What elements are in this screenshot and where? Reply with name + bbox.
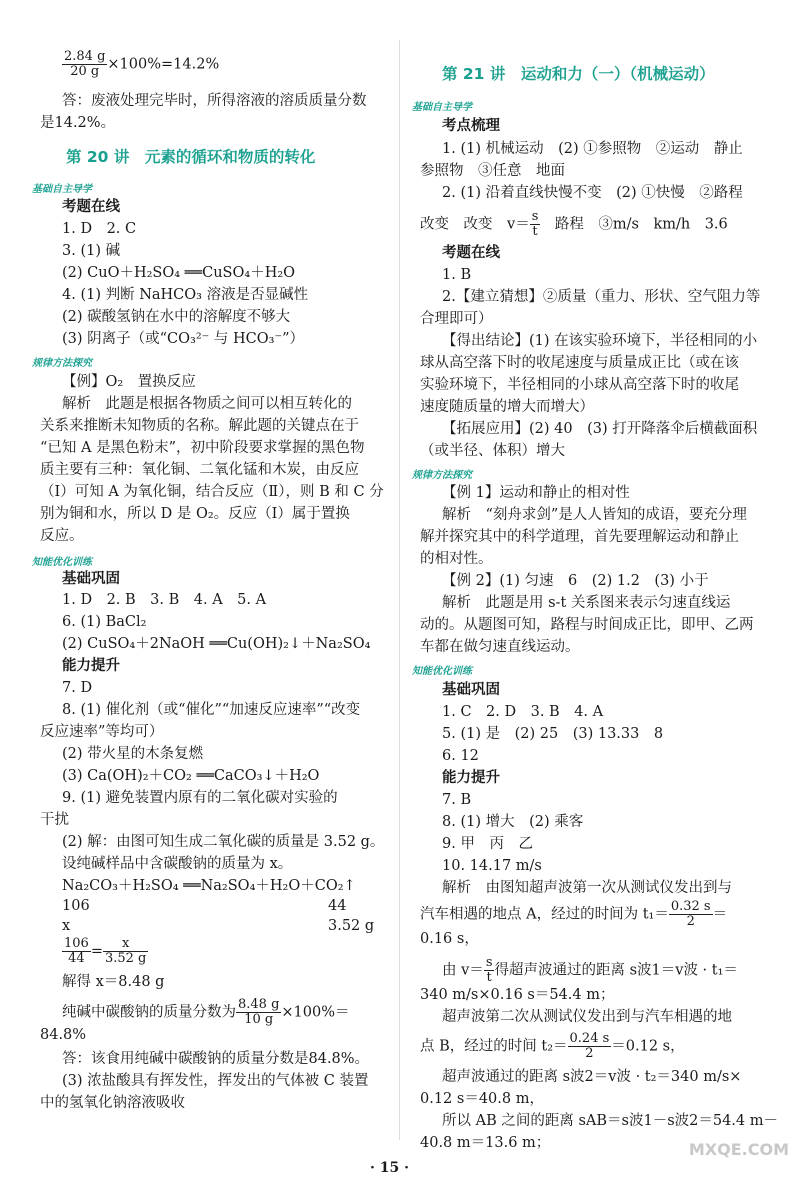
text-line: 别为铜和水，所以 D 是 O₂。反应（Ⅰ）属于置换 [40, 506, 350, 522]
text-line: 解并探究其中的科学道理，首先要理解运动和静止 [420, 529, 739, 545]
text-line: 车都在做匀速直线运动。 [420, 639, 580, 655]
subheading: 基础巩固 [62, 571, 120, 587]
numerator: s [485, 955, 493, 970]
text-line: 球从高空落下时的收尾速度与质量成正比（或在该 [420, 355, 739, 371]
denominator: 10 g [244, 1012, 274, 1027]
text: 路程 ③m/s km/h 3.6 [540, 216, 728, 233]
formula-line [420, 1032, 685, 1061]
page-number: · 15 · [370, 1160, 409, 1176]
text-line: 1. (1) 机械运动 (2) ①参照物 ②运动 静止 [442, 141, 743, 157]
text-line: 84.8% [40, 1027, 87, 1043]
text-line: 干扰 [40, 812, 69, 828]
text: 得超声波通过的距离 s波1＝v波 · t₁＝ [494, 962, 738, 979]
numerator: s [531, 209, 539, 224]
formula-line [442, 956, 738, 985]
text-line: 答：废液处理完毕时，所得溶液的溶质质量分数 [62, 93, 367, 109]
text-line: 7. D [62, 680, 93, 696]
text-line: 44 [328, 898, 347, 914]
text: 点 B，经过的时间 t₂＝ [420, 1038, 568, 1055]
text-line: 1. D 2. B 3. B 4. A 5. A [62, 592, 267, 608]
denominator: t [486, 970, 492, 985]
lesson-title: 第 21 讲 运动和力（一）（机械运动） [442, 65, 715, 83]
text-line: 3. (1) 碱 [62, 243, 121, 259]
text-line: 0.12 s＝40.8 m， [420, 1091, 544, 1107]
fraction [568, 1032, 612, 1061]
text-line: 0.16 s， [420, 931, 479, 947]
text-line: 合理即可） [420, 311, 493, 327]
subheading: 基础巩固 [442, 682, 500, 698]
text-line: 是14.2%。 [40, 115, 116, 131]
subheading: 考题在线 [442, 245, 500, 261]
text-line: 解析 “刻舟求剑”是人人皆知的成语，要充分理 [442, 507, 747, 523]
text-line: 反应。 [40, 528, 84, 544]
text-line: 1. B [442, 267, 472, 283]
denominator: t [532, 224, 538, 239]
text-line: (2) 解：由图可知生成二氧化碳的质量是 3.52 g。 [62, 834, 385, 850]
text-line: 超声波第二次从测试仪发出到与汽车相遇的地 [442, 1009, 732, 1025]
section-label: 基础自主导学 [32, 184, 92, 195]
text-line: 1. D 2. C [62, 221, 137, 237]
fraction [530, 210, 541, 239]
text-line: 9. (1) 避免装置内原有的二氧化碳对实验的 [62, 790, 338, 806]
numerator: 0.24 s [569, 1031, 610, 1046]
text-line: 所以 AB 之间的距离 sAB＝s波1－s波2＝54.4 m－ [442, 1113, 778, 1129]
text-line: 7. B [442, 792, 472, 808]
equals: = [90, 943, 103, 960]
text: 由 v＝ [442, 962, 484, 979]
text-line: 解析 此题是用 s-t 关系图来表示匀速直线运 [442, 595, 731, 611]
text-line: (3) Ca(OH)₂＋CO₂ ══CaCO₃↓＋H₂O [62, 768, 320, 784]
text: ＝0.12 s， [611, 1038, 685, 1055]
text-line: 9. 甲 丙 乙 [442, 836, 533, 852]
text-line: 8. (1) 催化剂（或“催化”“加速反应速率”“改变 [62, 702, 361, 718]
text-line: (2) 碳酸氢钠在水中的溶解度不够大 [62, 309, 291, 325]
text-line: (2) CuO＋H₂SO₄ ══CuSO₄＋H₂O [62, 265, 296, 281]
text: ＝ [712, 906, 728, 923]
fraction [103, 937, 148, 966]
fraction [62, 50, 107, 79]
denominator: 20 g [70, 64, 100, 79]
text-line: 106 [62, 898, 90, 914]
text-line: 中的氢氧化钠溶液吸收 [40, 1095, 185, 1111]
text-line: x [62, 918, 71, 934]
text-line: 超声波通过的距离 s波2＝v波 · t₂＝340 m/s× [442, 1069, 742, 1085]
proportion-line [62, 937, 148, 966]
text-line: 6. 12 [442, 748, 479, 764]
formula-line [420, 210, 728, 239]
text-line: 6. (1) BaCl₂ [62, 614, 147, 630]
text-line: 关系来推断未知物质的名称。解此题的关键点在于 [40, 418, 359, 434]
text-line: 动的。从题图可知，路程与时间成正比，即甲、乙两 [420, 617, 754, 633]
text-line: “已知 A 是黑色粉末”，初中阶段要求掌握的黑色物 [40, 440, 365, 456]
section-label: 规律方法探究 [32, 358, 92, 369]
fraction [484, 956, 495, 985]
denominator: 3.52 g [104, 951, 147, 966]
fraction-rest: ×100%=14.2% [107, 56, 220, 73]
section-label: 知能优化训练 [412, 666, 472, 677]
text-line: 340 m/s×0.16 s＝54.4 m； [420, 987, 615, 1003]
text-line: 质主要有三种：氧化铜、二氧化锰和木炭，由反应 [40, 462, 359, 478]
text-line: 解析 由图知超声波第一次从测试仪发出到与 [442, 880, 732, 896]
text-line: 4. (1) 判断 NaHCO₃ 溶液是否显碱性 [62, 287, 309, 303]
denominator: 2 [686, 914, 695, 929]
text-line: （或半径、体积）增大 [420, 443, 565, 459]
subheading: 能力提升 [442, 770, 500, 786]
text: 改变 改变 v＝ [420, 216, 530, 233]
watermark: MXQE.COM [688, 1140, 789, 1159]
fraction [236, 998, 281, 1027]
fraction-rest: ×100%＝ [281, 1004, 350, 1021]
text-line: 10. 14.17 m/s [442, 858, 542, 874]
numerator: 0.32 s [670, 899, 711, 914]
formula-line [420, 900, 727, 929]
text-line: 5. (1) 是 (2) 25 (3) 13.33 8 [442, 726, 664, 742]
text-line: 的相对性。 [420, 551, 493, 567]
text-line: (3) 阴离子（或“CO₃²⁻ 与 HCO₃⁻”） [62, 331, 305, 347]
text: 汽车相遇的地点 A，经过的时间为 t₁＝ [420, 906, 669, 923]
fraction-line [62, 50, 219, 79]
subheading: 能力提升 [62, 658, 120, 674]
numerator: 106 [64, 936, 89, 951]
text-line: (2) CuSO₄＋2NaOH ══Cu(OH)₂↓＋Na₂SO₄ [62, 636, 371, 652]
text-line: 40.8 m＝13.6 m； [420, 1135, 551, 1151]
numerator: 2.84 g [64, 49, 106, 64]
text-line: 实验环境下，半径相同的小球从高空落下时的收尾 [420, 377, 739, 393]
text-line: 速度随质量的增大而增大） [420, 399, 594, 415]
column-divider [399, 40, 400, 1140]
fraction [669, 900, 713, 929]
text-line: 3.52 g [328, 918, 375, 934]
text-line: 答：该食用纯碱中碳酸钠的质量分数是84.8%。 [62, 1051, 370, 1067]
lesson-title: 第 20 讲 元素的循环和物质的转化 [66, 148, 316, 166]
section-label: 知能优化训练 [32, 557, 92, 568]
subheading: 考题在线 [62, 199, 120, 215]
text-line: 参照物 ③任意 地面 [420, 163, 565, 179]
text-line: 2.【建立猜想】②质量（重力、形状、空气阻力等 [442, 289, 761, 305]
section-label: 基础自主导学 [412, 102, 472, 113]
equation: Na₂CO₃＋H₂SO₄ ══Na₂SO₄＋H₂O＋CO₂↑ [62, 878, 356, 894]
text-line: （Ⅰ）可知 A 为氧化铜，结合反应（Ⅱ），则 B 和 C 分 [40, 484, 384, 500]
text-line: 设纯碱样品中含碳酸钠的质量为 x。 [62, 856, 293, 872]
fraction [62, 937, 91, 966]
text-line: 2. (1) 沿着直线快慢不变 (2) ①快慢 ②路程 [442, 185, 743, 201]
text: 纯碱中碳酸钠的质量分数为 [62, 1004, 236, 1021]
denominator: 44 [68, 951, 85, 966]
subheading: 考点梳理 [442, 118, 500, 134]
text-line: 【例 2】(1) 匀速 6 (2) 1.2 (3) 小于 [442, 573, 709, 589]
text-line: (3) 浓盐酸具有挥发性，挥发出的气体被 C 装置 [62, 1073, 369, 1089]
text-line: 解析 此题是根据各物质之间可以相互转化的 [62, 396, 352, 412]
percent-line [62, 998, 350, 1027]
text-line: 【例】O₂ 置换反应 [62, 374, 196, 390]
text-line: 解得 x＝8.48 g [62, 974, 165, 990]
denominator: 2 [585, 1046, 594, 1061]
text-line: 1. C 2. D 3. B 4. A [442, 704, 604, 720]
numerator: x [103, 937, 148, 952]
text-line: 【例 1】运动和静止的相对性 [442, 485, 630, 501]
text-line: 8. (1) 增大 (2) 乘客 [442, 814, 584, 830]
numerator: 8.48 g [238, 997, 280, 1012]
text-line: 【得出结论】(1) 在该实验环境下，半径相同的小 [442, 333, 758, 349]
text-line: 【拓展应用】(2) 40 (3) 打开降落伞后横截面积 [442, 421, 758, 437]
text-line: 反应速率”等均可） [40, 724, 164, 740]
section-label: 规律方法探究 [412, 470, 472, 481]
text-line: (2) 带火星的木条复燃 [62, 746, 204, 762]
